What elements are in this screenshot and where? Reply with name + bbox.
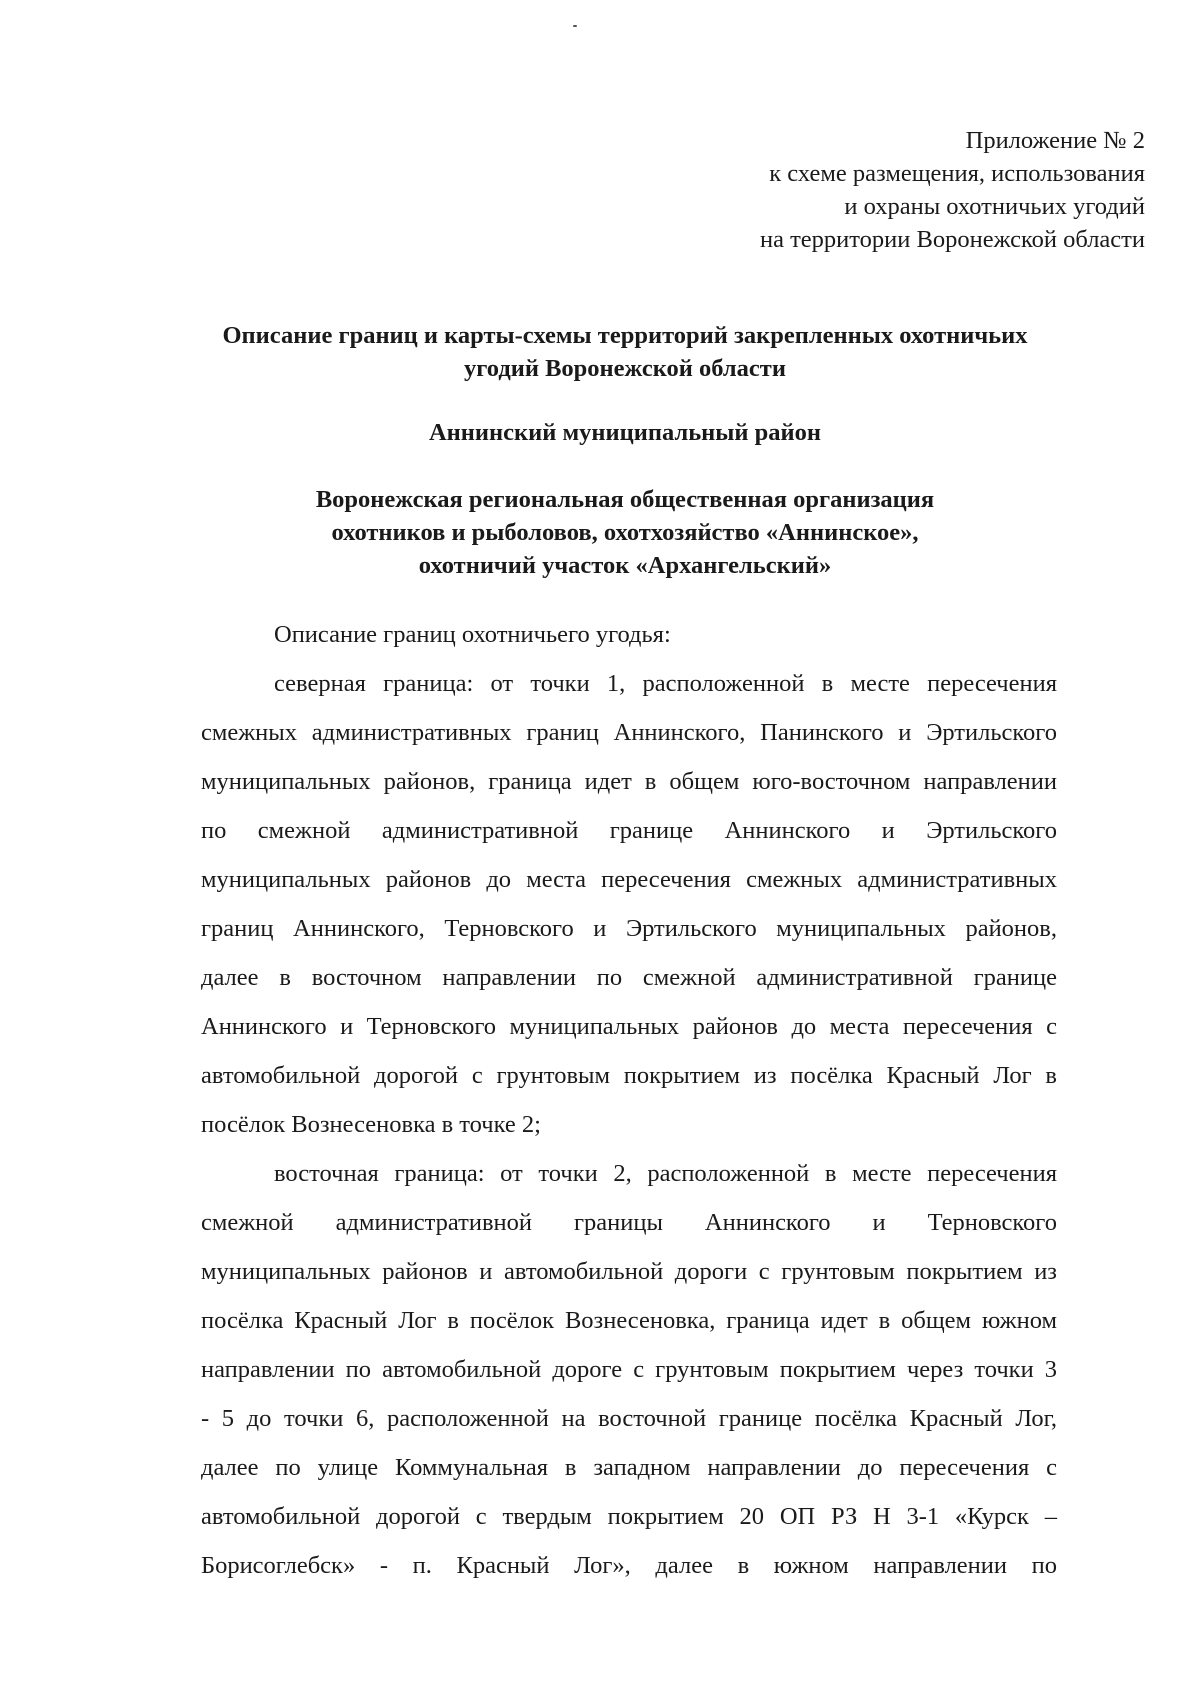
body-line: далее в восточном направлении по смежной административной границе bbox=[201, 964, 1057, 991]
body-line: восточная граница: от точки 2, расположенной в месте пересечения bbox=[274, 1160, 1057, 1187]
appendix-line: Приложение № 2 bbox=[965, 127, 1145, 154]
body-line: смежной административной границы Аннинского и Терновского bbox=[201, 1209, 1057, 1236]
body-line: муниципальных районов до места пересечения смежных административных bbox=[201, 866, 1057, 893]
body-line: муниципальных районов и автомобильной дороги с грунтовым покрытием из bbox=[201, 1258, 1057, 1285]
appendix-line: и охраны охотничьих угодий bbox=[844, 193, 1145, 220]
body-line: посёлок Вознесеновка в точке 2; bbox=[201, 1111, 541, 1138]
document-title bbox=[190, 319, 1060, 385]
body-line: направлении по автомобильной дороге с грунтовым покрытием через точки 3 bbox=[201, 1356, 1057, 1383]
district-heading bbox=[190, 416, 1060, 449]
organization-line: охотников и рыболовов, охотхозяйство «Аннинское», bbox=[331, 519, 919, 546]
body-line: автомобильной дорогой с твердым покрытием 20 ОП РЗ Н 3-1 «Курск – bbox=[201, 1503, 1057, 1530]
body-line: далее по улице Коммунальная в западном направлении до пересечения с bbox=[201, 1454, 1057, 1481]
organization-line: охотничий участок «Архангельский» bbox=[418, 552, 832, 579]
organization-line: Воронежская региональная общественная организация bbox=[315, 486, 935, 513]
body-line: смежных административных границ Аннинского, Панинского и Эртильского bbox=[201, 719, 1057, 746]
appendix-reference bbox=[760, 124, 1145, 256]
body-line: автомобильной дорогой с грунтовым покрытием из посёлка Красный Лог в bbox=[201, 1062, 1057, 1089]
body-line: северная граница: от точки 1, расположенной в месте пересечения bbox=[274, 670, 1057, 697]
title-line: Описание границ и карты-схемы территорий закрепленных охотничьих bbox=[222, 322, 1028, 349]
body-line: Аннинского и Терновского муниципальных районов до места пересечения с bbox=[201, 1013, 1057, 1040]
district-line: Аннинский муниципальный район bbox=[428, 419, 822, 446]
body-line: Борисоглебск» - п. Красный Лог», далее в южном направлении по bbox=[201, 1552, 1057, 1579]
body-line: границ Аннинского, Терновского и Эртильского муниципальных районов, bbox=[201, 915, 1057, 942]
body-line: посёлка Красный Лог в посёлок Вознесеновка, граница идет в общем южном bbox=[201, 1307, 1057, 1334]
boundary-description bbox=[201, 610, 1057, 1590]
title-line: угодий Воронежской области bbox=[464, 355, 786, 382]
body-line: - 5 до точки 6, расположенной на восточной границе посёлка Красный Лог, bbox=[201, 1405, 1057, 1432]
organization-heading bbox=[190, 483, 1060, 582]
body-line: Описание границ охотничьего угодья: bbox=[274, 621, 671, 648]
body-line: по смежной административной границе Аннинского и Эртильского bbox=[201, 817, 1057, 844]
appendix-line: к схеме размещения, использования bbox=[769, 160, 1145, 187]
appendix-line: на территории Воронежской области bbox=[759, 226, 1145, 253]
body-line: муниципальных районов, граница идет в общем юго-восточном направлении bbox=[201, 768, 1057, 795]
scan-speck bbox=[573, 25, 577, 27]
